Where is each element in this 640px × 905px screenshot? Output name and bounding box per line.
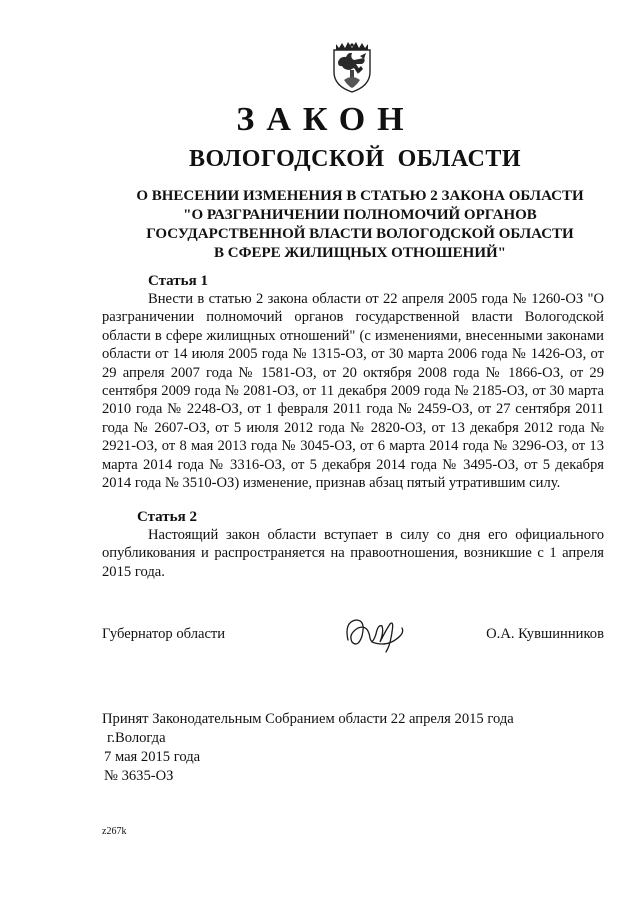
adoption-statement: Принят Законодательным Собранием области 22 апреля 2015 года: [102, 711, 514, 727]
law-number: № 3635-ОЗ: [104, 768, 174, 784]
subject-line: ГОСУДАРСТВЕННОЙ ВЛАСТИ ВОЛОГОДСКОЙ ОБЛАСТИ: [146, 226, 574, 242]
signatory-role: Губернатор области: [102, 626, 226, 642]
article-2-text: Настоящий закон области вступает в силу со дня его официального опубликования и распространяется на правоотношения, возникшие с 1 апреля 2015 года.: [102, 527, 604, 580]
handwritten-signature-icon: [342, 612, 412, 656]
vologda-coat-of-arms-icon: [330, 40, 374, 94]
law-subject: [110, 187, 610, 263]
subject-line: "О РАЗГРАНИЧЕНИИ ПОЛНОМОЧИЙ ОРГАНОВ: [183, 207, 537, 223]
signature-block: [102, 626, 604, 650]
adoption-date: 7 мая 2015 года: [104, 749, 201, 765]
subject-line: В СФЕРЕ ЖИЛИЩНЫХ ОТНОШЕНИЙ": [213, 245, 506, 261]
document-code: z267k: [102, 826, 127, 837]
region-title: ВОЛОГОДСКОЙ ОБЛАСТИ: [188, 146, 522, 172]
article-1-heading: Статья 1: [148, 273, 208, 289]
subject-line: О ВНЕСЕНИИ ИЗМЕНЕНИЯ В СТАТЬЮ 2 ЗАКОНА ОБЛАСТИ: [136, 188, 584, 204]
article-1-text: Внести в статью 2 закона области от 22 апреля 2005 года № 1260-ОЗ "О разграничении полномочий органов государственной власти Вологодской области в сфере жилищных отношений" (с изменениями, внесенными законами области от 14 июля 2005 года № 1315-ОЗ, от 30 марта 2006 года № 1426-ОЗ, от 29 апреля 2007 года № 1581-ОЗ, от 20 октября 2008 года № 1866-ОЗ, от 29 сентября 2009 года № 2081-ОЗ, от 11 декабря 2009 года № 2185-ОЗ, от 30 марта 2010 года № 2248-ОЗ, от 1 февраля 2011 года № 2459-ОЗ, от 27 сентября 2011 года № 2607-ОЗ, от 5 июля 2012 года № 2820-ОЗ, от 13 декабря 2012 года № 2921-ОЗ, от 8 мая 2013 года № 3045-ОЗ, от 6 марта 2014 года № 3296-ОЗ, от 13 марта 2014 года № 3316-ОЗ, от 5 декабря 2014 года № 3495-ОЗ, от 5 декабря 2014 года № 3510-ОЗ) изменение, признав абзац пятый утратившим силу.: [102, 291, 604, 492]
signatory-name: О.А. Кувшинников: [486, 626, 604, 642]
adoption-city: г.Вологда: [107, 730, 166, 746]
law-title: ЗАКОН: [236, 101, 416, 138]
article-2-heading: Статья 2: [137, 509, 197, 525]
